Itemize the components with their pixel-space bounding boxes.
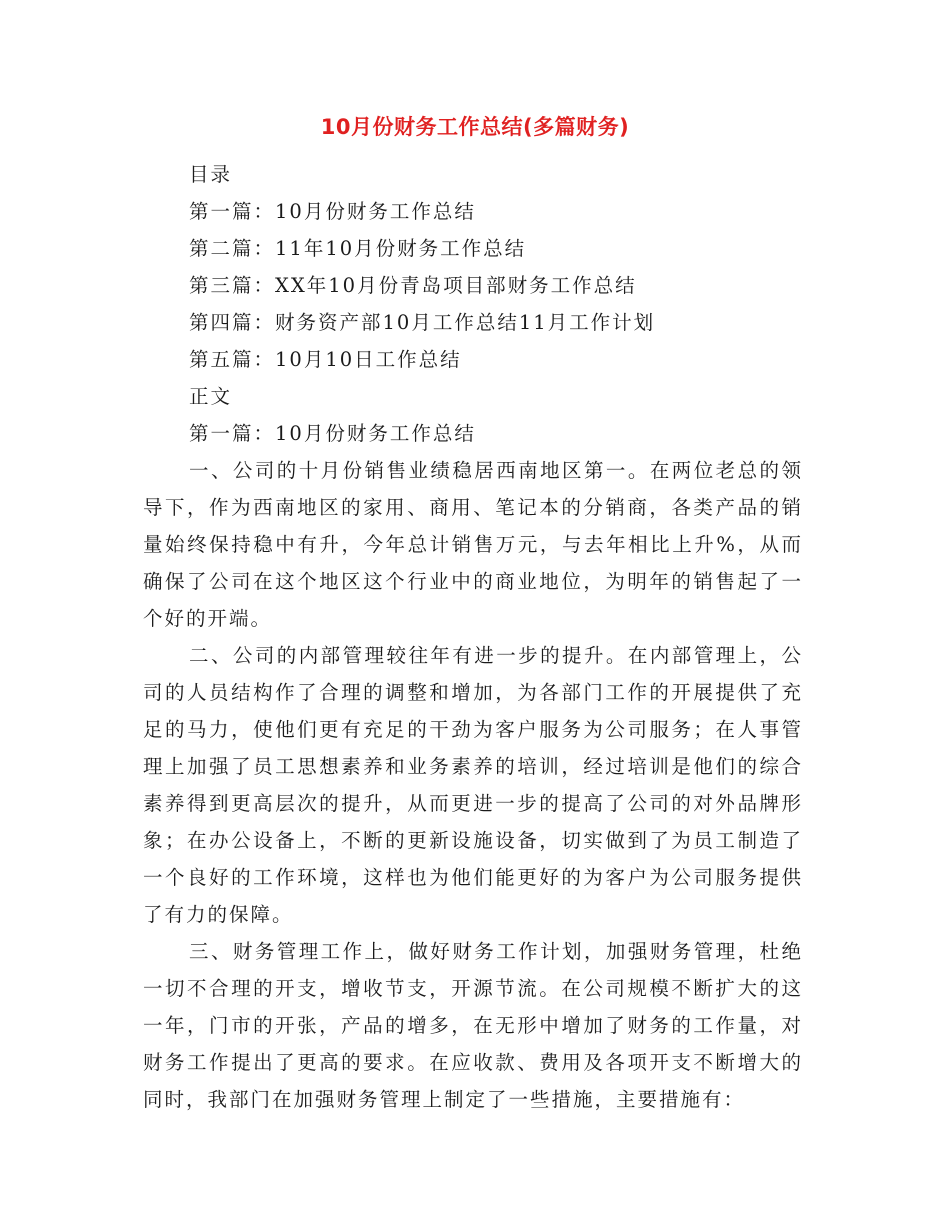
toc-item: 第三篇：XX年10月份青岛项目部财务工作总结: [189, 274, 637, 297]
section-title: 第一篇：10月份财务工作总结: [189, 422, 476, 445]
toc-item: 第一篇：10月份财务工作总结: [189, 200, 476, 223]
toc-heading: 目录: [189, 163, 233, 186]
paragraph: 二、公司的内部管理较往年有进一步的提升。在内部管理上，公司的人员结构作了合理的调整和增加，为各部门工作的开展提供了充足的马力，使他们更有充足的干劲为客户服务为公司服务；在人事管理上加强了员工思想素养和业务素养的培训，经过培训是他们的综合素养得到更高层次的提升，从而更进一步的提高了公司的对外品牌形象；在办公设备上，不断的更新设施设备，切实做到了为员工制造了一个良好的工作环境，这样也为他们能更好的为客户为公司服务提供了有力的保障。: [143, 644, 803, 926]
paragraph: 三、财务管理工作上，做好财务工作计划，加强财务管理，杜绝一切不合理的开支，增收节支，开源节流。在公司规模不断扩大的这一年，门市的开张，产品的增多，在无形中增加了财务的工作量，对财务工作提出了更高的要求。在应收款、费用及各项开支不断增大的同时，我部门在加强财务管理上制定了一些措施，主要措施有：: [143, 940, 803, 1111]
body-heading: 正文: [189, 385, 233, 408]
toc-item: 第二篇：11年10月份财务工作总结: [189, 237, 527, 260]
document-title: 10月份财务工作总结(多篇财务): [320, 115, 630, 139]
toc-item: 第五篇：10月10日工作总结: [189, 348, 462, 371]
toc-item: 第四篇：财务资产部10月工作总结11月工作计划: [189, 311, 656, 334]
document-body: [143, 156, 803, 1118]
paragraph: 一、公司的十月份销售业绩稳居西南地区第一。在两位老总的领导下，作为西南地区的家用、商用、笔记本的分销商，各类产品的销量始终保持稳中有升，今年总计销售万元，与去年相比上升%，从而确保了公司在这个地区这个行业中的商业地位，为明年的销售起了一个好的开端。: [143, 459, 803, 630]
